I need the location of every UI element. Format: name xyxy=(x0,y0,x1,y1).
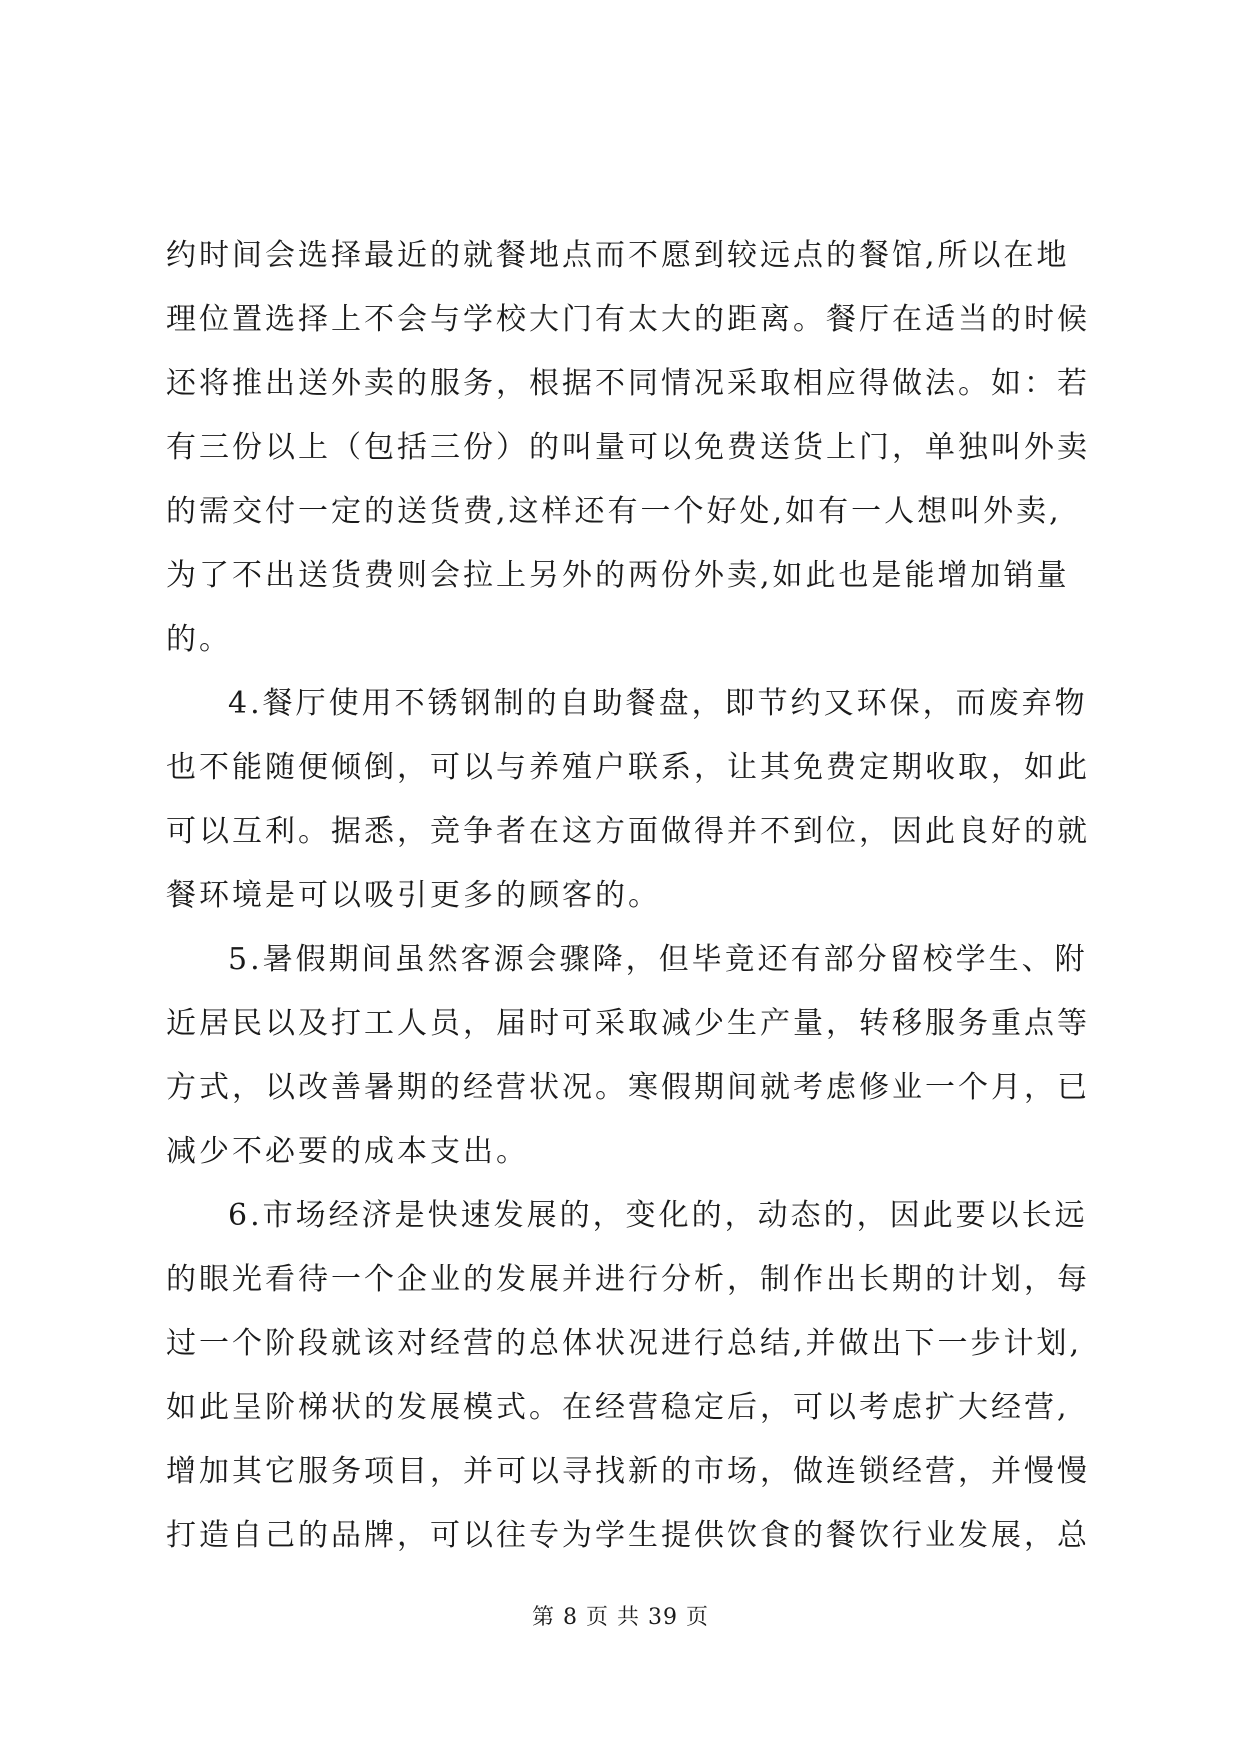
text-line: 有三份以上（包括三份）的叫量可以免费送货上门，单独叫外卖 xyxy=(166,430,1090,465)
text-line: 还将推出送外卖的服务，根据不同情况采取相应得做法。如：若 xyxy=(166,366,1090,401)
page-number-footer: 第 8 页 共 39 页 xyxy=(532,1605,709,1630)
text-line: 过一个阶段就该对经营的总体状况进行总结,并做出下一步计划, xyxy=(166,1326,1083,1361)
text-line: 增加其它服务项目，并可以寻找新的市场，做连锁经营，并慢慢 xyxy=(166,1454,1090,1489)
body-text xyxy=(166,224,1090,1568)
text-line: 为了不出送货费则会拉上另外的两份外卖,如此也是能增加销量 xyxy=(166,558,1070,593)
paragraph-first-line: 4.餐厅使用不锈钢制的自助餐盘，即节约又环保，而废弃物 xyxy=(228,686,1088,721)
text-line: 可以互利。据悉，竞争者在这方面做得并不到位，因此良好的就 xyxy=(166,814,1090,849)
text-line: 的眼光看待一个企业的发展并进行分析，制作出长期的计划，每 xyxy=(166,1262,1090,1297)
text-line: 餐环境是可以吸引更多的顾客的。 xyxy=(166,878,661,913)
text-line: 的。 xyxy=(166,622,232,657)
text-line: 约时间会选择最近的就餐地点而不愿到较远点的餐馆,所以在地 xyxy=(166,238,1070,273)
text-line: 减少不必要的成本支出。 xyxy=(166,1134,529,1169)
text-line: 方式，以改善暑期的经营状况。寒假期间就考虑修业一个月，已 xyxy=(166,1070,1090,1105)
paragraph-first-line: 6.市场经济是快速发展的，变化的，动态的，因此要以长远 xyxy=(228,1198,1088,1233)
paragraph-first-line: 5.暑假期间虽然客源会骤降，但毕竟还有部分留校学生、附 xyxy=(228,942,1088,977)
text-line: 也不能随便倾倒，可以与养殖户联系，让其免费定期收取，如此 xyxy=(166,750,1090,785)
text-line: 打造自己的品牌，可以往专为学生提供饮食的餐饮行业发展，总 xyxy=(166,1518,1090,1553)
text-line: 理位置选择上不会与学校大门有太大的距离。餐厅在适当的时候 xyxy=(166,302,1090,337)
text-line: 如此呈阶梯状的发展模式。在经营稳定后，可以考虑扩大经营, xyxy=(166,1390,1070,1425)
text-line: 的需交付一定的送货费,这样还有一个好处,如有一人想叫外卖, xyxy=(166,494,1062,529)
text-line: 近居民以及打工人员，届时可采取减少生产量，转移服务重点等 xyxy=(166,1006,1090,1041)
